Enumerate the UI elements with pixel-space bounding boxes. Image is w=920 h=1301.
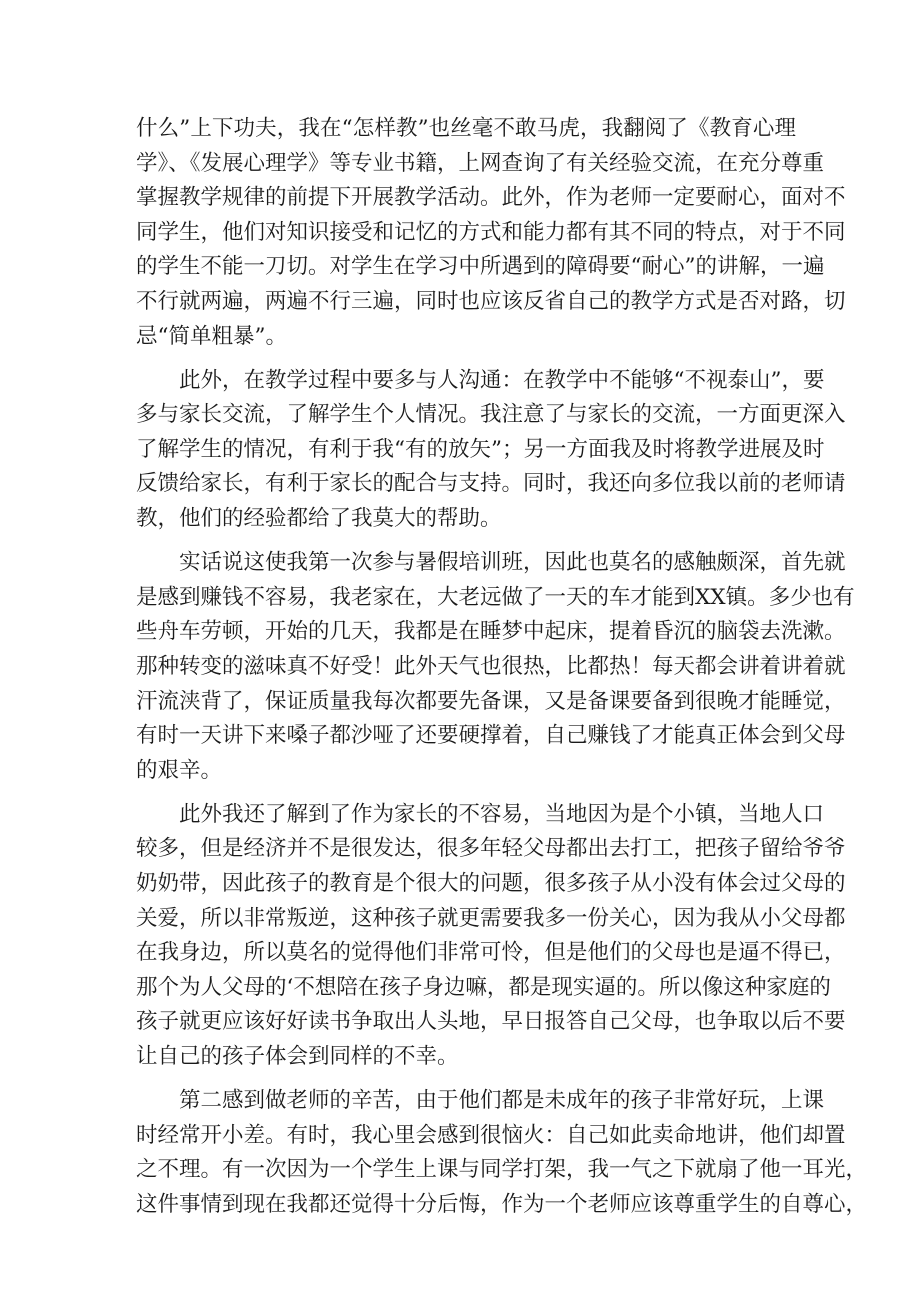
paragraph-gap [136, 1075, 796, 1085]
text-line: 孩子就更应该好好读书争取出人头地，早日报答自己父母，也争取以后不要 [136, 1009, 846, 1035]
paragraph [136, 1084, 868, 1222]
text-line: 那个为人父母的‘不想陪在孩子身边嘛，都是现实逼的。所以像这种家庭的 [136, 974, 831, 1000]
text-line: 实话说这使我第一次参与暑假培训班，因此也莫名的感触颇深，首先就 [179, 550, 846, 576]
text-line: 让自己的孩子体会到同样的不幸。 [136, 1043, 459, 1069]
paragraph-gap [136, 537, 796, 547]
paragraph-gap [136, 354, 796, 364]
text-line: 的学生不能一刀切。对学生在学习中所遇到的障碍要“耐心”的讲解，一遍 [136, 254, 825, 280]
text-line: 忌“简单粗暴”。 [136, 323, 287, 349]
text-line: 是感到赚钱不容易，我老家在，大老远做了一天的车才能到XX镇。多少也有 [136, 584, 855, 610]
text-line: 什么”上下功夫，我在“怎样教”也丝毫不敢马虎，我翻阅了《教育心理 [136, 116, 796, 141]
text-line: 学》、《发展心理学》等专业书籍，上网查询了有关经验交流，在充分尊重 [136, 150, 825, 176]
text-line: 此外，在教学过程中要多与人沟通：在教学中不能够“不视泰山”，要 [179, 367, 825, 393]
text-line: 汗流浃背了，保证质量我每次都要先备课，又是备课要备到很晚才能睡觉， [136, 688, 846, 714]
paragraph [136, 364, 846, 537]
text-line: 反馈给家长，有利于家长的配合与支持。同时，我还向多位我以前的老师请 [136, 471, 846, 497]
text-line: 此外我还了解到了作为家长的不容易，当地因为是个小镇，当地人口 [179, 801, 825, 827]
text-line: 关爱，所以非常叛逆，这种孩子就更需要我多一份关心，因为我从小父母都 [136, 905, 846, 931]
document-body [136, 112, 868, 1222]
paragraph [136, 798, 846, 1075]
text-line: 不行就两遍，两遍不行三遍，同时也应该反省自己的教学方式是否对路，切 [136, 288, 846, 314]
text-line: 这件事情到现在我都还觉得十分后悔，作为一个老师应该尊重学生的自尊心， [136, 1191, 868, 1217]
text-line: 同学生，他们对知识接受和记忆的方式和能力都有其不同的特点，对于不同 [136, 219, 846, 245]
text-line: 教，他们的经验都给了我莫大的帮助。 [136, 506, 502, 532]
text-line: 在我身边，所以莫名的觉得他们非常可怜，但是他们的父母也是逼不得已， [136, 940, 846, 966]
paragraph [136, 112, 846, 354]
text-line: 那种转变的滋味真不好受！此外天气也很热，比都热！每天都会讲着讲着就 [136, 653, 846, 679]
text-line: 之不理。有一次因为一个学生上课与同学打架，我一气之下就扇了他一耳光， [136, 1157, 868, 1183]
text-line: 有时一天讲下来嗓子都沙哑了还要硬撑着，自己赚钱了才能真正体会到父母 [136, 723, 846, 749]
text-line: 了解学生的情况，有利于我“有的放矢”；另一方面我及时将教学进展及时 [136, 436, 825, 462]
paragraph-gap [136, 788, 796, 798]
text-line: 第二感到做老师的辛苦，由于他们都是未成年的孩子非常好玩，上课 [179, 1088, 825, 1114]
text-line: 多与家长交流，了解学生个人情况。我注意了与家长的交流，一方面更深入 [136, 402, 846, 428]
paragraph [136, 546, 855, 788]
text-line: 的艰辛。 [136, 757, 223, 783]
text-line: 较多，但是经济并不是很发达，很多年轻父母都出去打工，把孩子留给爷爷 [136, 836, 846, 862]
text-line: 奶奶带，因此孩子的教育是个很大的问题，很多孩子从小没有体会过父母的 [136, 870, 846, 896]
text-line: 掌握教学规律的前提下开展教学活动。此外，作为老师一定要耐心，面对不 [136, 185, 846, 211]
text-line: 时经常开小差。有时，我心里会感到很恼火：自己如此卖命地讲，他们却置 [136, 1122, 846, 1148]
text-line: 些舟车劳顿，开始的几天，我都是在睡梦中起床，提着昏沉的脑袋去洗漱。 [136, 619, 846, 645]
